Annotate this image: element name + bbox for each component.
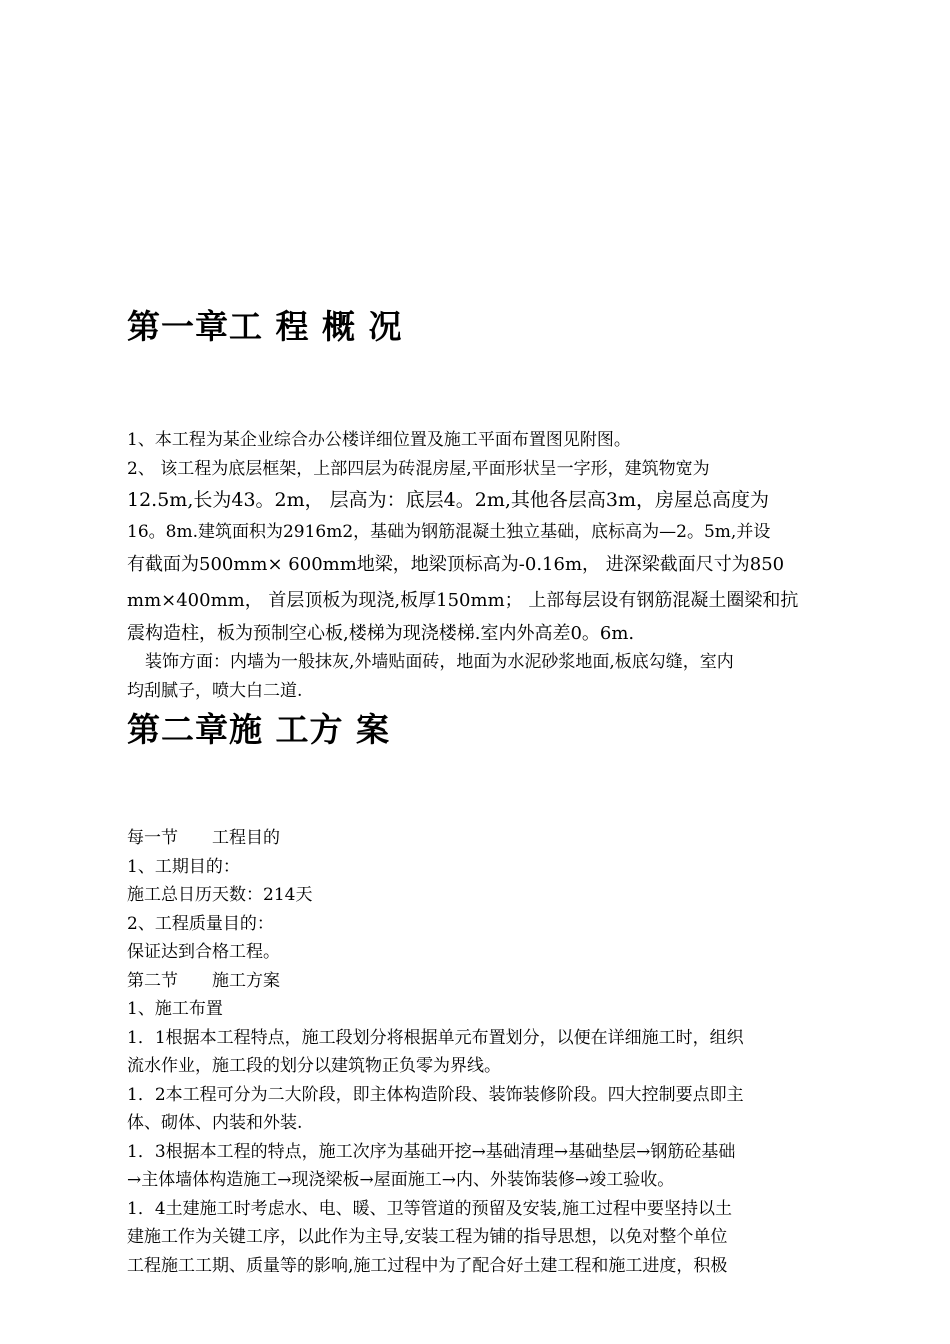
paragraph-line: 1．3根据本工程的特点，施工次序为基础开挖→基础清理→基础垫层→钢筋砼基础 [127, 1141, 736, 1162]
paragraph-line: 2、工程质量目的： [127, 913, 274, 934]
paragraph-line: 施工总日历天数：214天 [127, 885, 313, 905]
paragraph-line: 1．1根据本工程特点，施工段划分将根据单元布置划分，以便在详细施工时，组织 [127, 1027, 744, 1048]
chapter-1-heading: 第一章工 程 概 况 [127, 307, 403, 346]
paragraph-line: mm×400mm， 首层顶板为现浇,板厚150mm； 上部每层设有钢筋混凝土圈梁和抗 [127, 589, 799, 611]
paragraph-line: 装饰方面：内墙为一般抹灰,外墙贴面砖，地面为水泥砂浆地面,板底勾缝，室内 [145, 652, 734, 673]
paragraph-line: 工程施工工期、质量等的影响,施工过程中为了配合好土建工程和施工进度，积极 [127, 1255, 728, 1276]
paragraph-line: 均刮腻子，喷大白二道. [127, 680, 303, 701]
paragraph-line: 1．2本工程可分为二大阶段，即主体构造阶段、装饰装修阶段。四大控制要点即主 [127, 1084, 744, 1105]
paragraph-line: 12.5m,长为43。2m， 层高为：底层4。2m,其他各层高3m，房屋总高度为 [127, 489, 770, 512]
chapter-2-heading: 第二章施 工方 案 [127, 710, 390, 749]
paragraph-line: →主体墙体构造施工→现浇梁板→屋面施工→内、外装饰装修→竣工验收。 [127, 1170, 675, 1190]
paragraph-line: 1、工期目的： [127, 856, 240, 877]
paragraph-line: 保证达到合格工程。 [127, 942, 280, 962]
paragraph-line: 16。8m.建筑面积为2916m2，基础为钢筋混凝土独立基础，底标高为—2。5m,并设 [127, 522, 771, 543]
paragraph-line: 震构造柱，板为预制空心板,楼梯为现浇楼梯.室内外高差0。6m. [127, 622, 635, 644]
chapter-1-body [127, 426, 827, 706]
section-heading: 第二节 施工方案 [127, 970, 280, 991]
paragraph-line: 体、砌体、内装和外装. [127, 1113, 303, 1133]
paragraph-line: 1、本工程为某企业综合办公楼详细位置及施工平面布置图见附图。 [127, 430, 631, 450]
paragraph-line: 2、 该工程为底层框架，上部四层为砖混房屋,平面形状呈一字形，建筑物宽为 [127, 458, 710, 479]
paragraph-line: 1、施工布置 [127, 999, 223, 1019]
paragraph-line: 流水作业，施工段的划分以建筑物正负零为界线。 [127, 1056, 501, 1076]
paragraph-line: 1．4土建施工时考虑水、电、暖、卫等管道的预留及安装,施工过程中要坚持以土 [127, 1198, 733, 1219]
section-heading: 每一节 工程目的 [127, 828, 280, 848]
paragraph-line: 有截面为500mm× 600mm地梁，地梁顶标高为-0.16m， 进深梁截面尺寸为850 [127, 553, 785, 575]
chapter-2-body [127, 824, 827, 1280]
paragraph-line: 建施工作为关键工序，以此作为主导,安装工程为铺的指导思想，以免对整个单位 [127, 1227, 728, 1247]
